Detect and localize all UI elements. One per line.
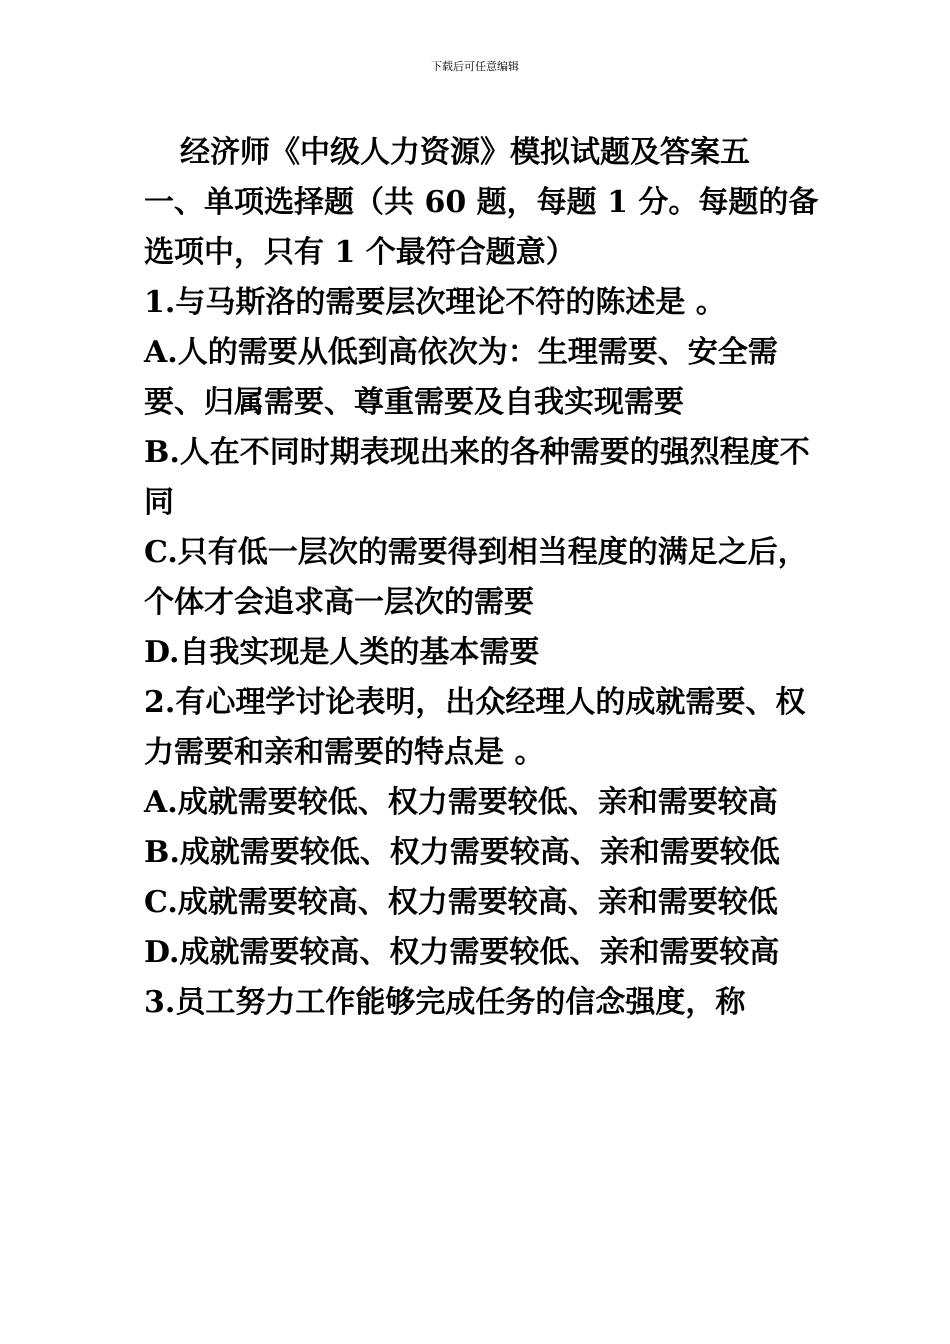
question-1-option-a: A.人的需要从低到高依次为：生理需要、安全需要、归属需要、尊重需要及自我实现需要 — [144, 335, 778, 420]
question-1-option-c: C.只有低一层次的需要得到相当程度的满足之后，个体才会追求高一层次的需要 — [144, 535, 808, 620]
question-2-option-b: B.成就需要较低、权力需要较高、亲和需要较低 — [144, 835, 780, 870]
question-2-stem: 2.有心理学讨论表明，出众经理人的成就需要、权力需要和亲和需要的特点是 。 — [144, 685, 806, 770]
question-2-option-d: D.成就需要较高、权力需要较低、亲和需要较高 — [144, 935, 780, 970]
section-heading: 一、单项选择题（共 60 题，每题 1 分。每题的备选项中，只有 1 个最符合题意） — [144, 185, 819, 270]
document-title: 经济师《中级人力资源》模拟试题及答案五 — [180, 135, 750, 170]
header-note: 下载后可任意编辑 — [431, 60, 519, 73]
question-2-option-c: C.成就需要较高、权力需要较高、亲和需要较低 — [144, 885, 778, 920]
question-1-option-d: D.自我实现是人类的基本需要 — [144, 635, 540, 670]
question-3-stem: 3.员工努力工作能够完成任务的信念强度，称 — [144, 985, 746, 1020]
question-1-option-b: B.人在不同时期表现出来的各种需要的强烈程度不同 — [144, 435, 810, 520]
document-body — [144, 128, 819, 1028]
question-1-stem: 1.与马斯洛的需要层次理论不符的陈述是 。 — [144, 285, 726, 320]
question-2-option-a: A.成就需要较低、权力需要较低、亲和需要较高 — [144, 785, 778, 820]
